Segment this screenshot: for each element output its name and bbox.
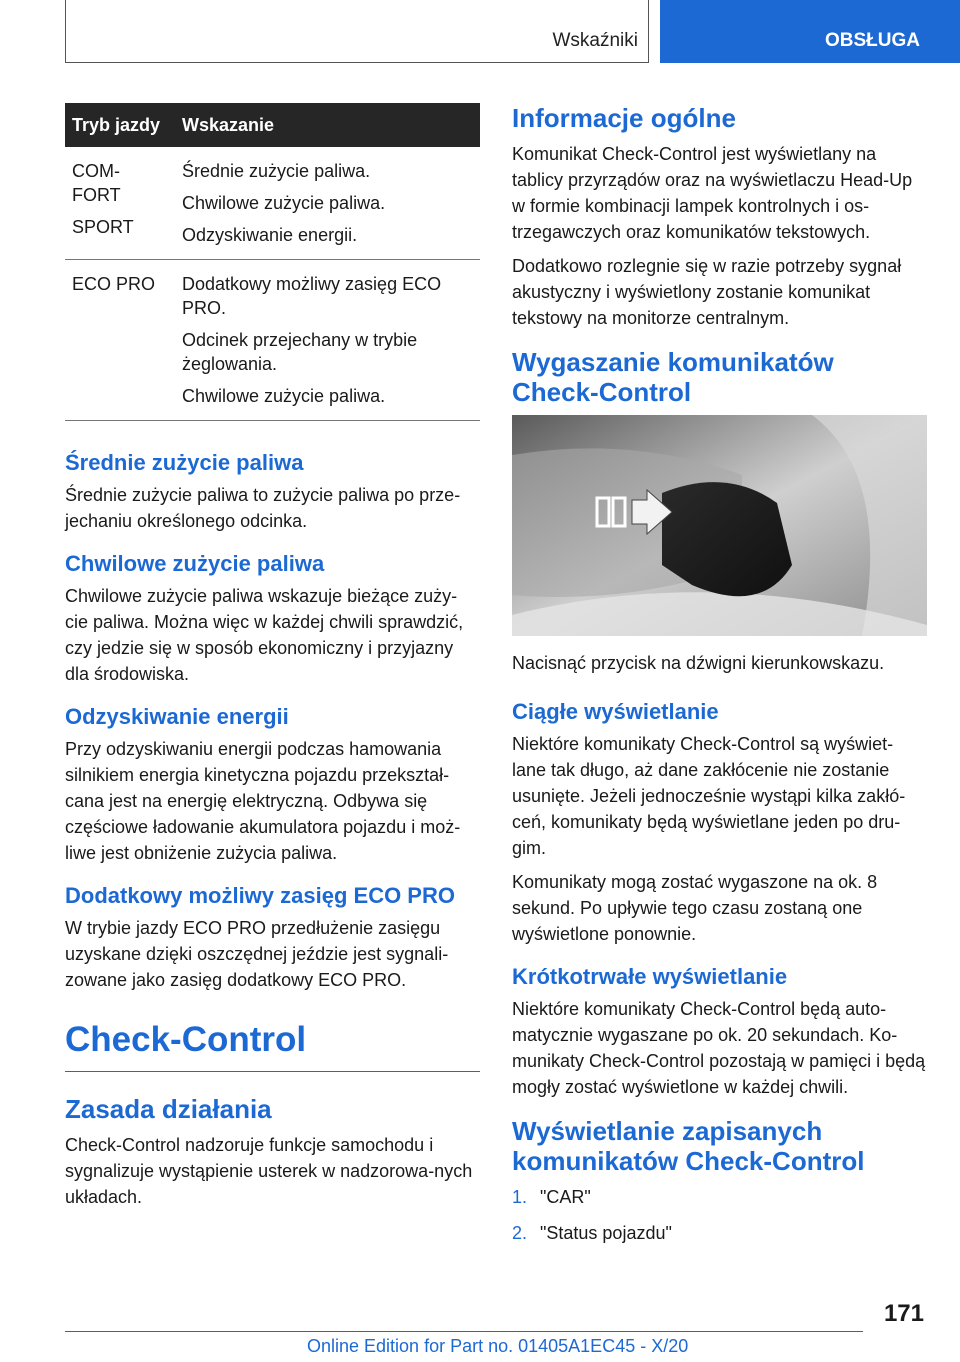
indication-item: Odzyskiwanie energii. bbox=[182, 225, 358, 245]
table-cell-indication bbox=[175, 260, 480, 421]
section-text: Niektóre komunikaty Check-Control będą auto-matycznie wygaszane po ok. 20 sekundach. Ko-munikaty Check-Control pozostają w pamięci i będą mogły zostać wyświetlone w każdej chwili. bbox=[512, 999, 926, 1097]
section-heading: Średnie zużycie paliwa bbox=[65, 450, 304, 475]
drive-mode-table bbox=[65, 103, 480, 421]
page-number: 171 bbox=[883, 1300, 924, 1327]
step-number: 2. bbox=[512, 1223, 528, 1243]
table-header-mode: Tryb jazdy bbox=[65, 103, 175, 147]
list-item bbox=[512, 1184, 927, 1210]
section-heading: Dodatkowy możliwy zasięg ECO PRO bbox=[65, 883, 455, 908]
section-heading: Krótkotrwałe wyświetlanie bbox=[512, 964, 788, 989]
table-row bbox=[65, 260, 480, 421]
section-continuous-display bbox=[512, 698, 927, 947]
section-text: Niektóre komunikaty Check-Control są wyświet-lane tak długo, aż dane zakłócenie nie zostanie usunięte. Jeżeli jednocześnie wystąpi kilka zakłó-ceń, komunikaty będą wyświetlane jeden po dru-gim. bbox=[512, 734, 906, 858]
list-item bbox=[512, 1220, 927, 1246]
section-heading: Ciągłe wyświetlanie bbox=[512, 699, 719, 724]
indication-item: Dodatkowy możliwy zasięg ECO PRO. bbox=[182, 274, 442, 318]
header-section-title: Wskaźniki bbox=[552, 30, 638, 51]
table-cell-mode bbox=[65, 147, 175, 260]
section-average-consumption bbox=[65, 449, 480, 534]
section-text: Komunikaty mogą zostać wygaszone na ok. 8 sekund. Po upływie tego czasu zostaną one wyświetlone ponownie. bbox=[512, 872, 878, 944]
section-heading: Wyświetlanie zapisanych komunikatów Check-Control bbox=[512, 1116, 865, 1176]
step-number: 1. bbox=[512, 1187, 528, 1207]
section-energy-recovery bbox=[65, 703, 480, 866]
indication-item: Średnie zużycie paliwa. bbox=[182, 161, 371, 181]
mode-label: ECO PRO bbox=[72, 274, 156, 294]
left-column bbox=[65, 103, 480, 1226]
section-text: Przy odzyskiwaniu energii podczas hamowania silnikiem energia kinetyczna pojazdu przekształ-cana jest na energię elektryczną. Odbywa się częściowe ładowanie akumulatora pojazdu i moż-liwe jest obniżenie zużycia paliwa. bbox=[65, 739, 461, 863]
section-text: W trybie jazdy ECO PRO przedłużenie zasięgu uzyskane dzięki oszczędnej jeździe jest sygnali-zowane jako zasięg dodatkowy ECO PRO. bbox=[65, 918, 449, 990]
step-text: "CAR" bbox=[540, 1187, 591, 1207]
section-text: Dodatkowo rozlegnie się w razie potrzeby sygnał akustyczny i wyświetlony zostanie komunikat tekstowy na monitorze centralnym. bbox=[512, 256, 902, 328]
section-general-info bbox=[512, 103, 927, 331]
footer-edition: Online Edition for Part no. 01405A1EC45 - X/20 bbox=[307, 1336, 689, 1356]
chapter-title: Check-Control bbox=[65, 1019, 480, 1072]
mode-label: SPORT bbox=[72, 217, 134, 237]
section-dismiss-messages bbox=[512, 347, 927, 676]
section-stored-messages bbox=[512, 1116, 927, 1246]
mode-label: COM-FORT bbox=[72, 161, 121, 205]
table-header-indication: Wskazanie bbox=[175, 103, 480, 147]
section-current-consumption bbox=[65, 550, 480, 687]
right-column bbox=[512, 103, 927, 1256]
footer-divider bbox=[65, 1331, 863, 1332]
section-text: Chwilowe zużycie paliwa wskazuje bieżące zuży-cie paliwa. Można więc w każdej chwili sprawdzić, czy jedzie się w sposób ekonomiczny i przyjazny dla środowiska. bbox=[65, 586, 464, 684]
indication-item: Chwilowe zużycie paliwa. bbox=[182, 193, 386, 213]
table-cell-indication bbox=[175, 147, 480, 260]
table-row bbox=[65, 147, 480, 260]
section-heading: Chwilowe zużycie paliwa bbox=[65, 551, 325, 576]
indication-item: Odcinek przejechany w trybie żeglowania. bbox=[182, 330, 418, 374]
section-text: Średnie zużycie paliwa to zużycie paliwa po prze-jechaniu określonego odcinka. bbox=[65, 485, 461, 531]
section-heading: Zasada działania bbox=[65, 1094, 272, 1124]
table-cell-mode bbox=[65, 260, 175, 421]
section-short-display bbox=[512, 963, 927, 1100]
turn-signal-lever-illustration bbox=[512, 415, 927, 636]
step-text: "Status pojazdu" bbox=[540, 1223, 672, 1243]
section-text: Komunikat Check-Control jest wyświetlany na tablicy przyrządów oraz na wyświetlaczu Head-Up w formie kombinacji lampek kontrolnych i os-trzegawczych oraz komunikatów tekstowych. bbox=[512, 144, 913, 242]
section-heading: Informacje ogólne bbox=[512, 103, 736, 133]
section-eco-pro-range bbox=[65, 882, 480, 993]
indication-item: Chwilowe zużycie paliwa. bbox=[182, 386, 386, 406]
steps-list bbox=[512, 1184, 927, 1246]
section-principle bbox=[65, 1094, 480, 1210]
section-heading: Wygaszanie komunikatów Check-Control bbox=[512, 347, 834, 407]
section-text: Check-Control nadzoruje funkcje samochodu i sygnalizuje wystąpienie usterek w nadzorowa-nych układach. bbox=[65, 1135, 473, 1207]
section-heading: Odzyskiwanie energii bbox=[65, 704, 289, 729]
header-chapter-tab[interactable]: OBSŁUGA bbox=[660, 0, 960, 63]
illustration-caption: Nacisnąć przycisk na dźwigni kierunkowskazu. bbox=[512, 653, 885, 673]
